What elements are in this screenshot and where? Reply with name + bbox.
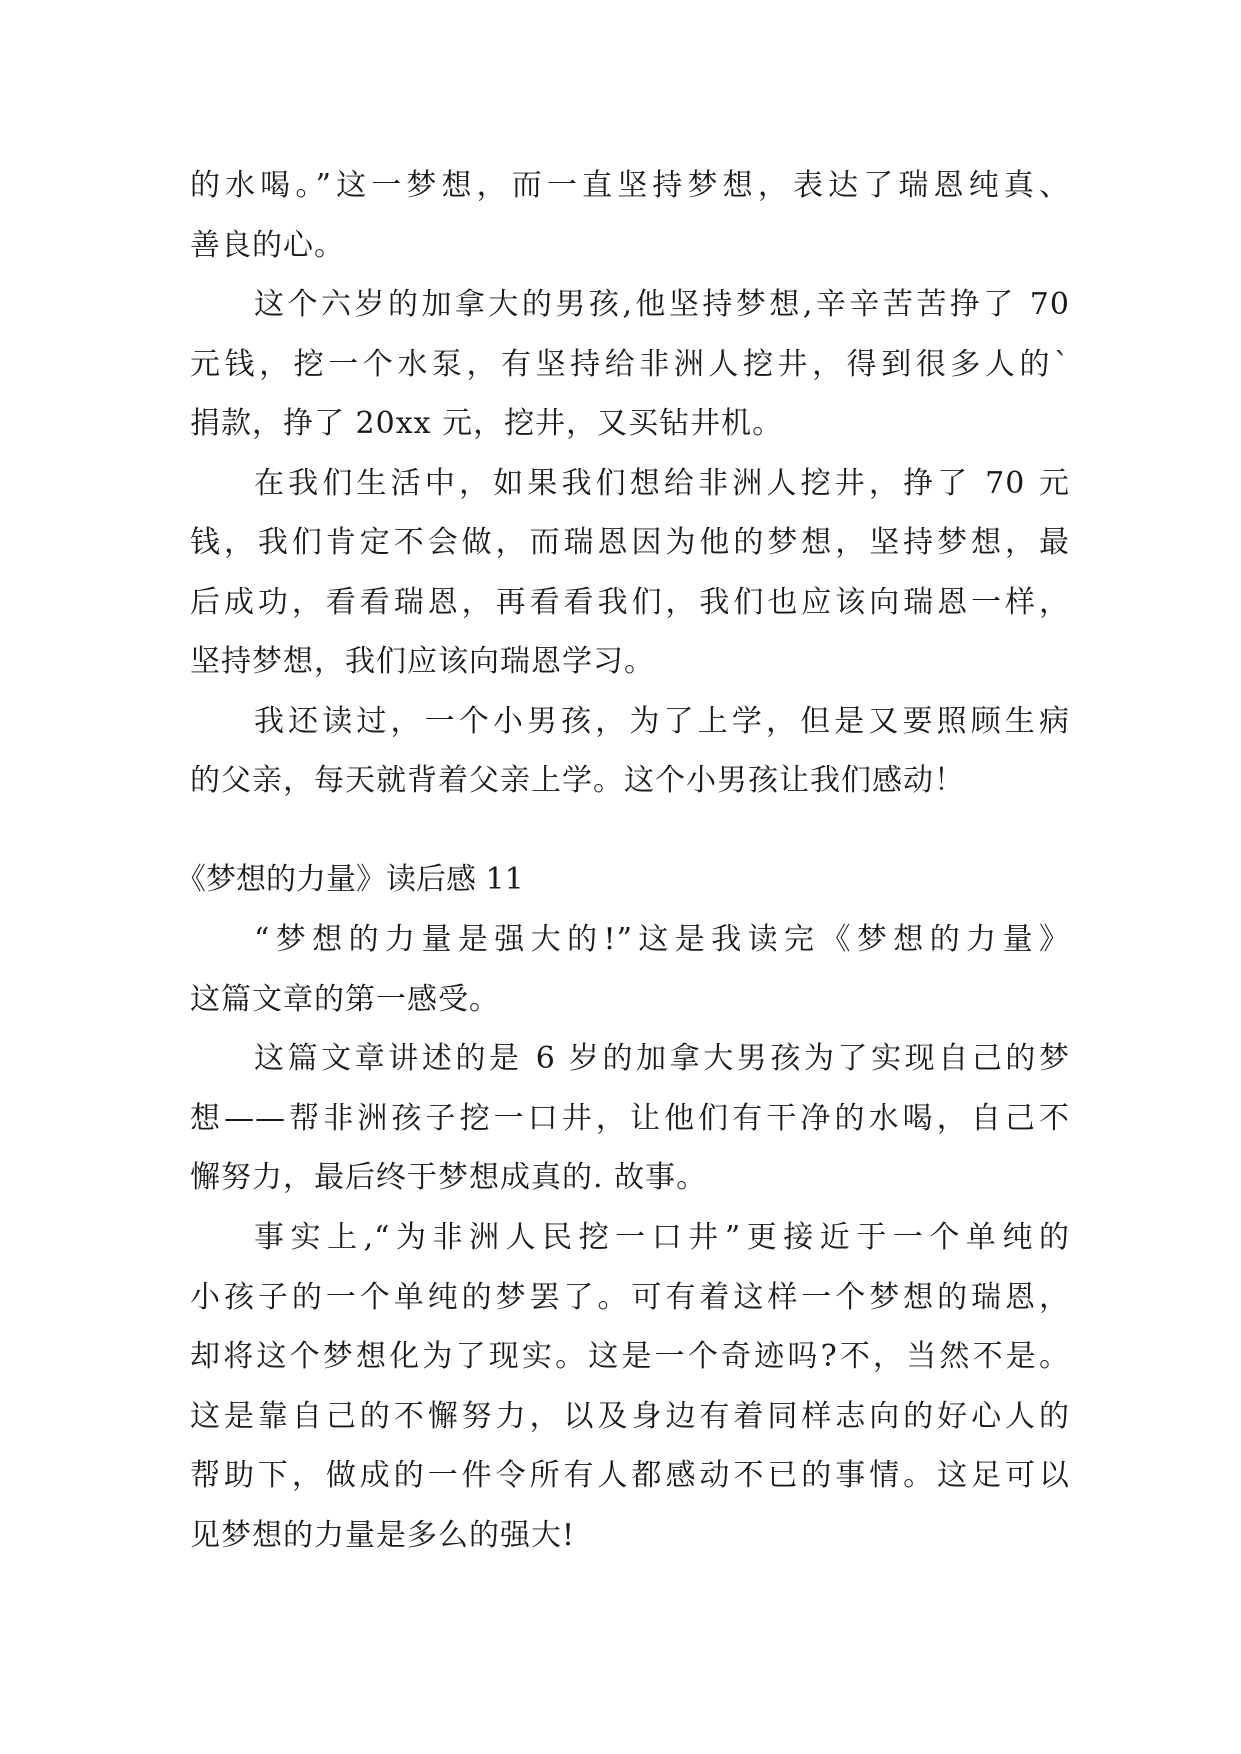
text-line: 的水喝。”这一梦想，而一直坚持梦想，表达了瑞恩纯真、 <box>190 168 1070 203</box>
section-heading: 《梦想的力量》读后感 11 <box>176 862 524 897</box>
text-line: 这篇文章讲述的是 6 岁的加拿大男孩为了实现自己的梦 <box>254 1041 1070 1076</box>
text-line: “梦想的力量是强大的!”这是我读完《梦想的力量》 <box>254 922 1070 957</box>
text-line: 见梦想的力量是多么的强大! <box>190 1518 576 1553</box>
text-line: 坚持梦想，我们应该向瑞恩学习。 <box>190 644 655 679</box>
text-line: 钱，我们肯定不会做，而瑞恩因为他的梦想，坚持梦想，最 <box>190 525 1070 560</box>
text-line: 的父亲，每天就背着父亲上学。这个小男孩让我们感动！ <box>190 763 965 798</box>
text-line: 元钱，挖一个水泵，有坚持给非洲人挖井，得到很多人的` <box>190 347 1070 382</box>
text-line: 我还读过，一个小男孩，为了上学，但是又要照顾生病 <box>254 704 1070 739</box>
text-line: 捐款，挣了 20xx 元，挖井，又买钻井机。 <box>190 406 784 441</box>
text-line: 善良的心。 <box>190 228 345 263</box>
text-line: 这篇文章的第一感受。 <box>190 982 500 1017</box>
text-line: 在我们生活中，如果我们想给非洲人挖井，挣了 70 元 <box>254 466 1070 501</box>
text-line: 懈努力，最后终于梦想成真的. 故事。 <box>190 1160 708 1195</box>
text-line: 这是靠自己的不懈努力，以及身边有着同样志向的好心人的 <box>190 1399 1070 1434</box>
text-line: 想——帮非洲孩子挖一口井，让他们有干净的水喝，自己不 <box>190 1101 1070 1136</box>
text-line: 事实上,“为非洲人民挖一口井”更接近于一个单纯的 <box>254 1220 1070 1255</box>
text-line: 这个六岁的加拿大的男孩,他坚持梦想,辛辛苦苦挣了 70 <box>254 287 1070 322</box>
text-line: 帮助下，做成的一件令所有人都感动不已的事情。这足可以 <box>190 1458 1070 1493</box>
text-line: 却将这个梦想化为了现实。这是一个奇迹吗?不，当然不是。 <box>190 1339 1070 1374</box>
text-line: 后成功，看看瑞恩，再看看我们，我们也应该向瑞恩一样， <box>190 585 1070 620</box>
text-line: 小孩子的一个单纯的梦罢了。可有着这样一个梦想的瑞恩， <box>190 1280 1070 1315</box>
